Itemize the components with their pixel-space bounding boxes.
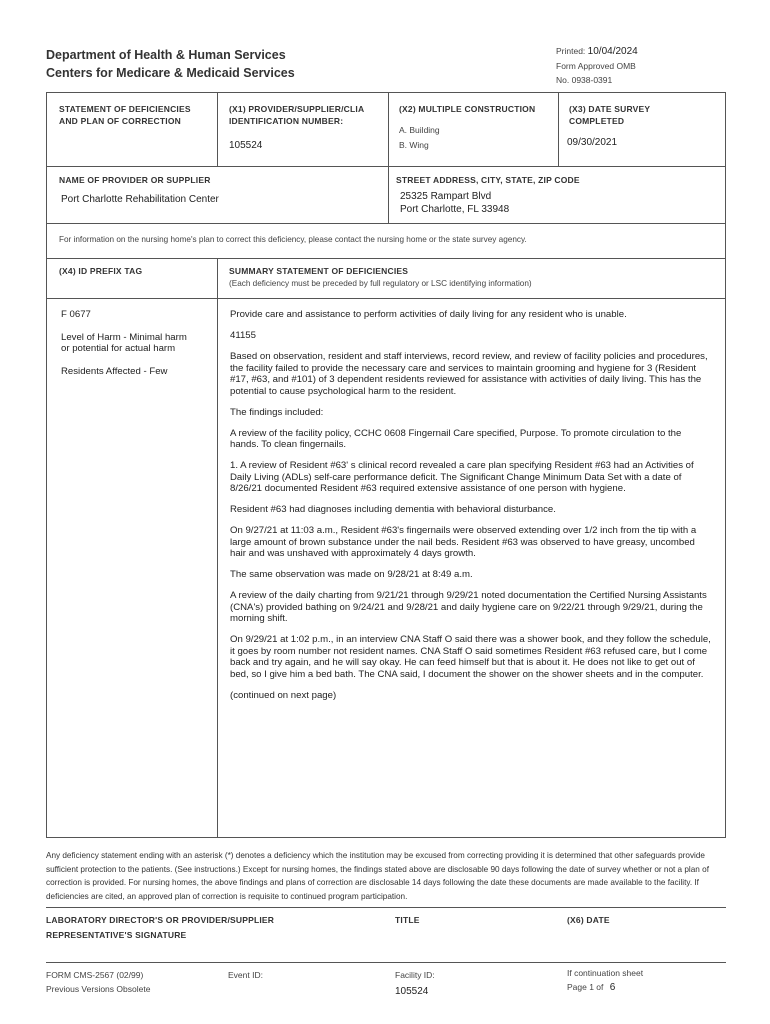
summary-label: SUMMARY STATEMENT OF DEFICIENCIES — [229, 266, 409, 276]
deficiency-summary — [230, 309, 712, 711]
page-total: 6 — [609, 982, 616, 993]
summary-paragraph: A review of the daily charting from 9/21/21 through 9/29/21 noted documentation the Certified Nursing Assistants (CNA's) provided bathing on 9/24/21 and 9/28/21 and daily hygiene care on 9/22/21 through 9/29/21, during the morning shift. — [230, 590, 707, 624]
vrule-body — [217, 258, 218, 838]
address-line-2: Port Charlotte, FL 33948 — [400, 204, 510, 215]
x2-building: A. Building — [399, 125, 440, 135]
x3-value: 09/30/2021 — [567, 137, 618, 148]
omb-line-2: No. 0938-0391 — [556, 75, 613, 85]
summary-paragraph: Based on observation, resident and staff interviews, record review, and review of facility policies and procedures, the facility failed to provide the necessary care and services to maintain grooming and hygiene for 3 (Resident #17, #63, and #101) of 3 dependent residents reviewed for assistance with activities of daily living. This has the potential to cause psychological harm to the resident. — [230, 351, 708, 397]
info-note: For information on the nursing home's plan to correct this deficiency, please contact the nursing home or the state survey agency. — [59, 235, 527, 244]
rule-1 — [47, 166, 725, 167]
address-label: STREET ADDRESS, CITY, STATE, ZIP CODE — [396, 175, 580, 185]
continuation-block — [567, 966, 643, 994]
summary-paragraph: The findings included: — [230, 406, 324, 418]
date-label: (X6) DATE — [567, 915, 610, 925]
signature-rule — [46, 907, 726, 908]
x2-label: (X2) MULTIPLE CONSTRUCTION — [399, 104, 536, 114]
harm-level: Level of Harm - Minimal harm or potential for actual harm — [61, 331, 187, 354]
dept-line-2: Centers for Medicare & Medicaid Services — [46, 66, 295, 80]
continuation-label: If continuation sheet — [567, 968, 644, 978]
summary-paragraph: 41155 — [230, 330, 256, 341]
summary-paragraph: A review of the facility policy, CCHC 0608 Fingernail Care specified, Purpose. To promote circulation to the hands. To clean fingernails. — [230, 427, 682, 450]
rule-2 — [47, 223, 725, 224]
summary-paragraph: 1. A review of Resident #63' s clinical record revealed a care plan specifying Resident #63 had an Activities of Daily Living (ADLs) self-care performance deficit. The Significant Change Minimum Data Set with a date of 8/26/21 documented Resident #63 required extensive assistance of one person with hygiene. — [230, 460, 694, 494]
provider-label: NAME OF PROVIDER OR SUPPLIER — [59, 175, 211, 185]
disclosure-footnote: Any deficiency statement ending with an asterisk (*) denotes a deficiency which the institution may be excused from correcting providing it is determined that other safeguards provide sufficient protection to the patients. (See instructions.) Except for nursing homes, the findings stated above are disclosable 90 days following the date of survey whether or not a plan of correction is provided. For nursing homes, the above findings and plans of correction are disclosable 14 days following the date these documents are made available to the facility. If deficiencies are cited, an approved plan of correction is requisite to continued program participation. — [46, 851, 709, 901]
omb-line-1: Form Approved OMB — [556, 61, 636, 71]
vrule-x1 — [217, 93, 218, 166]
x2-wing: B. Wing — [399, 140, 429, 150]
obsolete-note: Previous Versions Obsolete — [46, 984, 151, 994]
x1-label: (X1) PROVIDER/SUPPLIER/CLIA IDENTIFICATION NUMBER: — [229, 104, 365, 126]
continued-note: (continued on next page) — [230, 689, 337, 701]
statement-label: STATEMENT OF DEFICIENCIES AND PLAN OF CORRECTION — [59, 104, 191, 126]
summary-paragraph: The same observation was made on 9/28/21 at 8:49 a.m. — [230, 569, 473, 580]
vrule-x2 — [388, 93, 389, 223]
summary-sub: (Each deficiency must be preceded by full regulatory or LSC identifying information) — [229, 279, 532, 288]
printed-block — [556, 44, 638, 87]
event-id-label: Event ID: — [228, 970, 263, 980]
vrule-x3 — [558, 93, 559, 166]
summary-paragraph: On 9/29/21 at 1:02 p.m., in an interview CNA Staff O said there was a shower book, and they follow the schedule, it goes by room number not resident names. CNA Staff O said sometimes Resident #63 refused care, but I come back and try again, and he will say okay. He can feed himself but that is about it. He does not like to get out of bed, so I give him a bed bath. The CNA said, I document the shower on the shower sheets and in the computer. — [230, 634, 711, 680]
page-label: Page 1 of — [567, 982, 604, 992]
tag-column — [61, 309, 213, 388]
rule-4 — [47, 298, 725, 299]
rule-3 — [47, 258, 725, 259]
footer-rule — [46, 962, 726, 963]
deficiency-form — [46, 92, 726, 838]
dept-line-1: Department of Health & Human Services — [46, 48, 286, 62]
x3-label: (X3) DATE SURVEY COMPLETED — [569, 104, 651, 126]
facility-id-value: 105524 — [395, 986, 429, 997]
facility-id-label: Facility ID: — [395, 970, 435, 980]
title-label: TITLE — [395, 915, 420, 925]
printed-date: 10/04/2024 — [587, 46, 638, 57]
form-id-block — [46, 968, 150, 996]
summary-paragraph: Provide care and assistance to perform activities of daily living for any resident who is unable. — [230, 309, 627, 320]
printed-label: Printed: — [556, 46, 586, 56]
address-line-1: 25325 Rampart Blvd — [400, 191, 492, 202]
x4-label: (X4) ID PREFIX TAG — [59, 266, 143, 276]
form-id: FORM CMS-2567 (02/99) — [46, 970, 144, 980]
x1-value: 105524 — [229, 140, 263, 151]
summary-paragraph: On 9/27/21 at 11:03 a.m., Resident #63's fingernails were observed extending over 1/2 inch from the tip with a large amount of brown substance under the nail beds. Resident #63 was observed to have greasy, uncombed hair and was unshaved with approximately 4 days growth. — [230, 525, 697, 559]
agency-header — [46, 46, 295, 82]
director-label: LABORATORY DIRECTOR'S OR PROVIDER/SUPPLIER REPRESENTATIVE'S SIGNATURE — [46, 915, 275, 940]
tag-id: F 0677 — [61, 309, 91, 320]
summary-paragraph: Resident #63 had diagnoses including dementia with behavioral disturbance. — [230, 504, 556, 515]
provider-value: Port Charlotte Rehabilitation Center — [61, 194, 219, 205]
residents-affected: Residents Affected - Few — [61, 365, 168, 377]
